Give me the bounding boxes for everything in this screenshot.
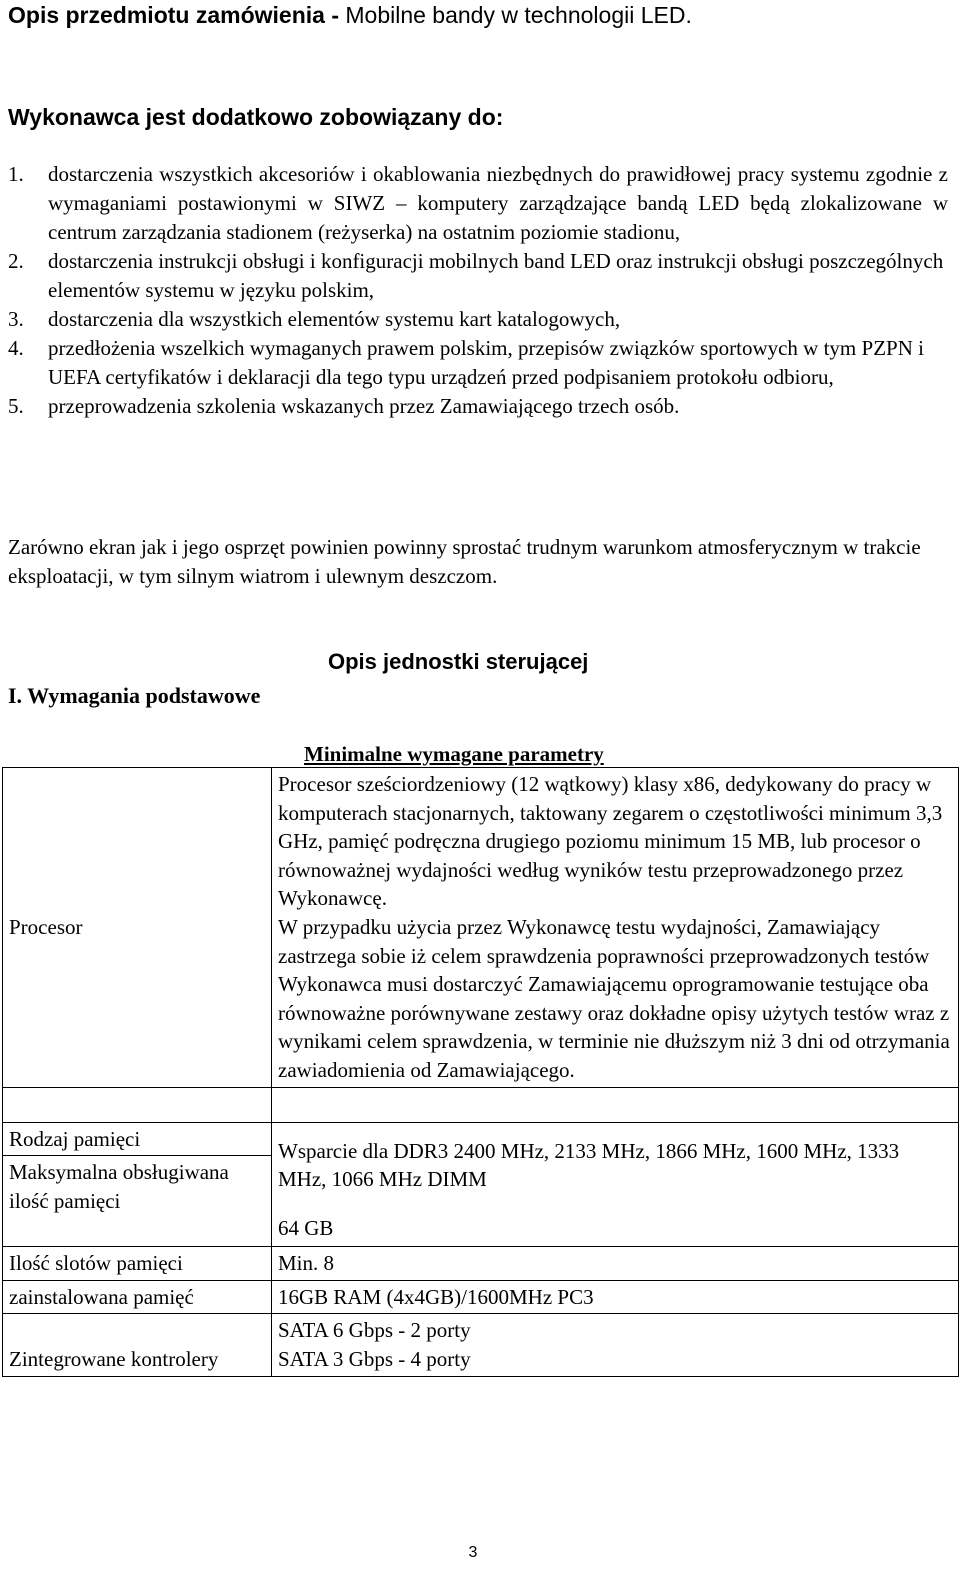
list-item xyxy=(8,160,948,247)
list-item-text: dostarczenia wszystkich akcesoriów i okablowania niezbędnych do prawidłowej pracy systemu zgodnie z wymaganiami postawionymi w SIWZ – komputery zarządzające bandą LED będą zlokalizowane w centrum zarządzania stadionem (reżyserka) na ostatnim poziomie stadionu, xyxy=(48,162,948,244)
list-item xyxy=(8,392,948,421)
document-title-bold: Opis przedmiotu zamówienia - xyxy=(8,2,339,28)
specification-table xyxy=(2,767,959,1377)
memory-installed-value: 16GB RAM (4x4GB)/1600MHz PC3 xyxy=(272,1280,959,1314)
list-item-number: 5. xyxy=(8,394,24,418)
obligations-heading: Wykonawca jest dodatkowo zobowiązany do: xyxy=(8,104,504,130)
table-row xyxy=(3,1122,959,1156)
obligations-list xyxy=(8,160,948,421)
cpu-label: Procesor xyxy=(3,768,272,1088)
list-item-text: dostarczenia dla wszystkich elementów systemu kart katalogowych, xyxy=(48,307,621,331)
memory-max-label: Maksymalna obsługiwana ilość pamięci xyxy=(3,1156,272,1247)
table-gap-row xyxy=(3,1087,959,1122)
memory-installed-label: zainstalowana pamięć xyxy=(3,1280,272,1314)
table-row xyxy=(3,1247,959,1281)
list-item xyxy=(8,247,948,305)
table-row xyxy=(3,768,959,1088)
memory-value-cell xyxy=(272,1122,959,1247)
gap-cell xyxy=(272,1087,959,1122)
table-row xyxy=(3,1280,959,1314)
page-number: 3 xyxy=(468,1544,478,1561)
control-unit-heading: Opis jednostki sterującej xyxy=(328,649,589,674)
list-item-number: 4. xyxy=(8,336,24,360)
cpu-value xyxy=(272,768,959,1088)
memory-type-value: Wsparcie dla DDR3 2400 MHz, 2133 MHz, 1866 MHz, 1600 MHz, 1333 MHz, 1066 MHz DIMM xyxy=(278,1138,900,1192)
controllers-label: Zintegrowane kontrolery xyxy=(3,1314,272,1376)
gap-cell xyxy=(3,1087,272,1122)
memory-type-label: Rodzaj pamięci xyxy=(3,1122,272,1156)
requirements-heading: I. Wymagania podstawowe xyxy=(8,683,261,708)
memory-max-value: 64 GB xyxy=(278,1215,334,1240)
cpu-value-test: W przypadku użycia przez Wykonawcę testu wydajności, Zamawiający zastrzega sobie iż celem sprawdzenia poprawności przeprowadzonych testów Wykonawca musi dostarczyć Zamawiającemu oprogramowanie testujące oba równoważne porównywane zestawy oraz dokładne opisy użytych testów wraz z wynikami celem sprawdzenia, w terminie nie dłuższym niż 3 dni od otrzymania zawiadomienia od Zamawiającego. xyxy=(278,914,950,1082)
list-item xyxy=(8,305,948,334)
list-item-text: przedłożenia wszelkich wymaganych prawem polskim, przepisów związków sportowych w tym PZPN i UEFA certyfikatów i deklaracji dla tego typu urządzeń przed podpisaniem protokołu odbioru, xyxy=(48,336,924,389)
weather-note: Zarówno ekran jak i jego osprzęt powinien powinny sprostać trudnym warunkom atmosferycznym w trakcie eksploatacji, w tym silnym wiatrom i ulewnym deszczom. xyxy=(8,535,921,588)
document-title xyxy=(8,2,692,28)
list-item-text: przeprowadzenia szkolenia wskazanych przez Zamawiającego trzech osób. xyxy=(48,394,680,418)
cpu-value-main: Procesor sześciordzeniowy (12 wątkowy) klasy x86, dedykowany do pracy w komputerach stacjonarnych, taktowany zegarem o częstotliwości minimum 3,3 GHz, pamięć podręczna drugiego poziomu minimum 15 MB, lub procesor o równoważnej wydajności według wyników testu przeprowadzonego przez Wykonawcę. xyxy=(278,772,943,911)
list-item xyxy=(8,334,948,392)
controllers-value-sata3: SATA 3 Gbps - 4 porty xyxy=(278,1346,471,1371)
document-title-rest: Mobilne bandy w technologii LED. xyxy=(338,2,692,28)
list-item-number: 1. xyxy=(8,162,24,186)
memory-slots-label: Ilość slotów pamięci xyxy=(3,1247,272,1281)
parameters-column-header: Minimalne wymagane parametry xyxy=(304,742,604,766)
memory-slots-value: Min. 8 xyxy=(272,1247,959,1281)
list-item-number: 2. xyxy=(8,249,24,273)
table-row xyxy=(3,1314,959,1376)
controllers-value-sata6: SATA 6 Gbps - 2 porty xyxy=(278,1318,471,1343)
controllers-value xyxy=(272,1314,959,1376)
list-item-text: dostarczenia instrukcji obsługi i konfiguracji mobilnych band LED oraz instrukcji obsługi poszczególnych elementów systemu w języku polskim, xyxy=(48,249,944,302)
list-item-number: 3. xyxy=(8,307,24,331)
